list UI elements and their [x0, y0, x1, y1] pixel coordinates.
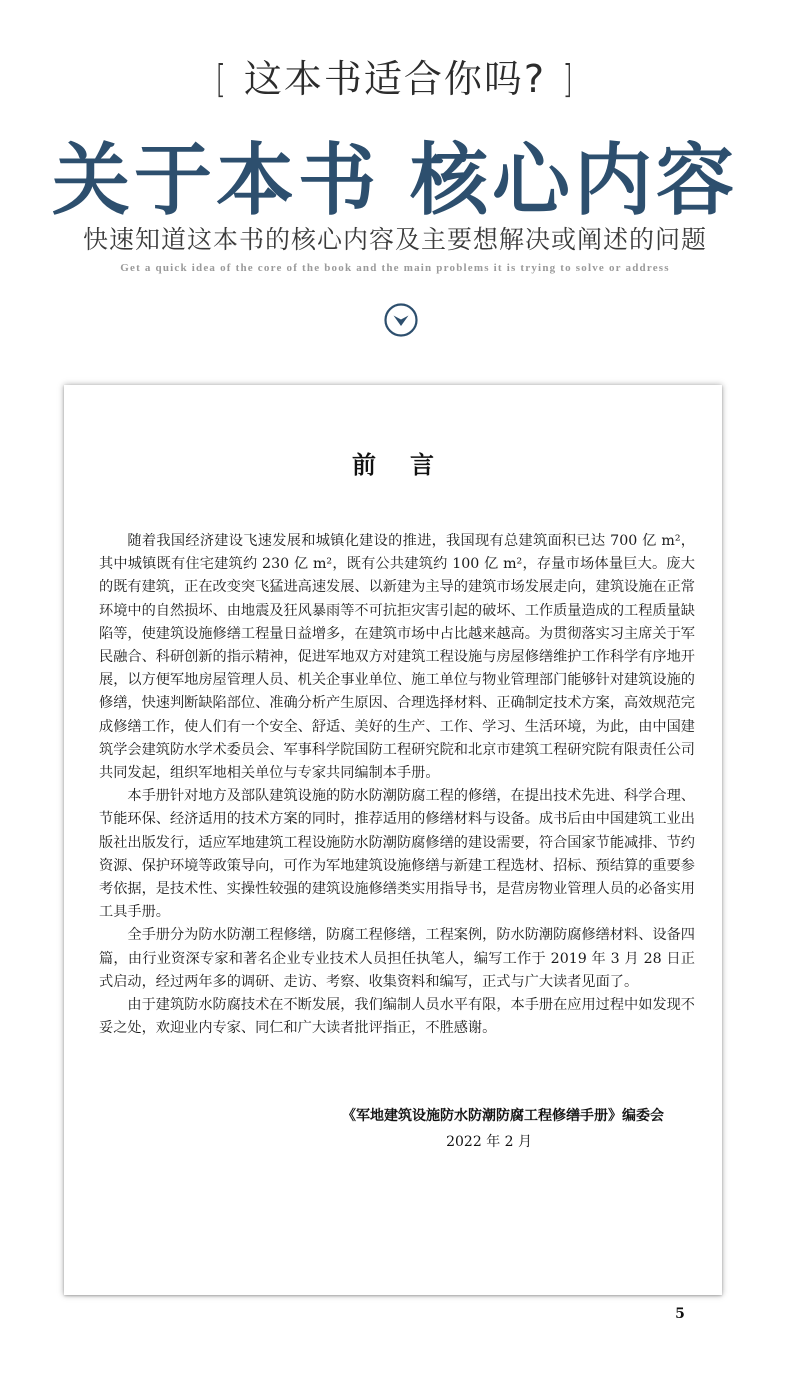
- title-part1: 关于本书: [51, 135, 380, 226]
- bracket-right: ]: [562, 57, 575, 101]
- page-title: [0, 118, 790, 230]
- paragraph: 由于建筑防水防腐技术在不断发展，我们编制人员水平有限，本手册在应用过程中如发现不妥之处，欢迎业内专家、同仁和广大读者批评指正，不胜感谢。: [99, 997, 695, 1037]
- document-title: 前言: [352, 450, 468, 479]
- kicker-text: 这本书适合你吗?: [243, 57, 547, 101]
- document-page: [64, 385, 722, 1295]
- page-number: 5: [675, 1306, 685, 1322]
- subtitle-english: Get a quick idea of the core of the book and the main problems it is trying to solve or address: [120, 262, 670, 274]
- kicker-heading: [0, 48, 790, 103]
- chevron-down-circle-icon[interactable]: [383, 302, 419, 338]
- date: 2022 年 2 月: [446, 1134, 532, 1150]
- title-part2: 核心内容: [410, 135, 739, 226]
- bracket-left: [: [215, 57, 228, 101]
- header: [0, 0, 790, 380]
- document-body: [99, 530, 695, 1040]
- paragraph: 本手册针对地方及部队建筑设施的防水防潮防腐工程的修缮，在提出技术先进、科学合理、节能环保、经济适用的技术方案的同时，推荐适用的修缮材料与设备。成书后由中国建筑工业出版社出版发行，适应军地建筑工程设施防水防潮防腐修缮的建设需要，符合国家节能减排、节约资源、保护环境等政策导向，可作为军地建筑设施修缮与新建工程选材、招标、预结算的重要参考依据，是技术性、实操性较强的建筑设施修缮类实用指导书，是营房物业管理人员的必备实用工具手册。: [99, 788, 695, 921]
- paragraph: 全手册分为防水防潮工程修缮，防腐工程修缮，工程案例，防水防潮防腐修缮材料、设备四篇，由行业资深专家和著名企业专业技术人员担任执笔人，编写工作于 2019 年 3 月 28 日正式启动，经过两年多的调研、走访、考察、收集资料和编写，正式与广大读者见面了。: [99, 927, 695, 990]
- paragraph: 随着我国经济建设飞速发展和城镇化建设的推进，我国现有总建筑面积已达 700 亿 m²，其中城镇既有住宅建筑约 230 亿 m²，既有公共建筑约 100 亿 m²，存量市场体量巨大。庞大的既有建筑，正在改变突飞猛进高速发展、以新建为主导的建筑市场发展走向，建筑设施在正常环境中的自然损坏、由地震及狂风暴雨等不可抗拒灾害引起的破坏、工作质量造成的工程质量缺陷等，使建筑设施修缮工程量日益增多，在建筑市场中占比越来越高。为贯彻落实习主席关于军民融合、科研创新的指示精神，促进军地双方对建筑工程设施与房屋修缮维护工作科学有序地开展，以方便军地房屋管理人员、机关企事业单位、施工单位与物业管理部门能够针对建筑设施的修缮，快速判断缺陷部位、准确分析产生原因、合理选择材料、正确制定技术方案，高效规范完成修缮工作，使人们有一个安全、舒适、美好的生产、工作、学习、生活环境，为此，由中国建筑学会建筑防水学术委员会、军事科学院国防工程研究院和北京市建筑工程研究院有限责任公司共同发起，组织军地相关单位与专家共同编制本手册。: [99, 533, 695, 782]
- signature: 《军地建筑设施防水防潮防腐工程修缮手册》编委会: [342, 1108, 664, 1124]
- subtitle: 快速知道这本书的核心内容及主要想解决或阐述的问题: [82, 225, 707, 254]
